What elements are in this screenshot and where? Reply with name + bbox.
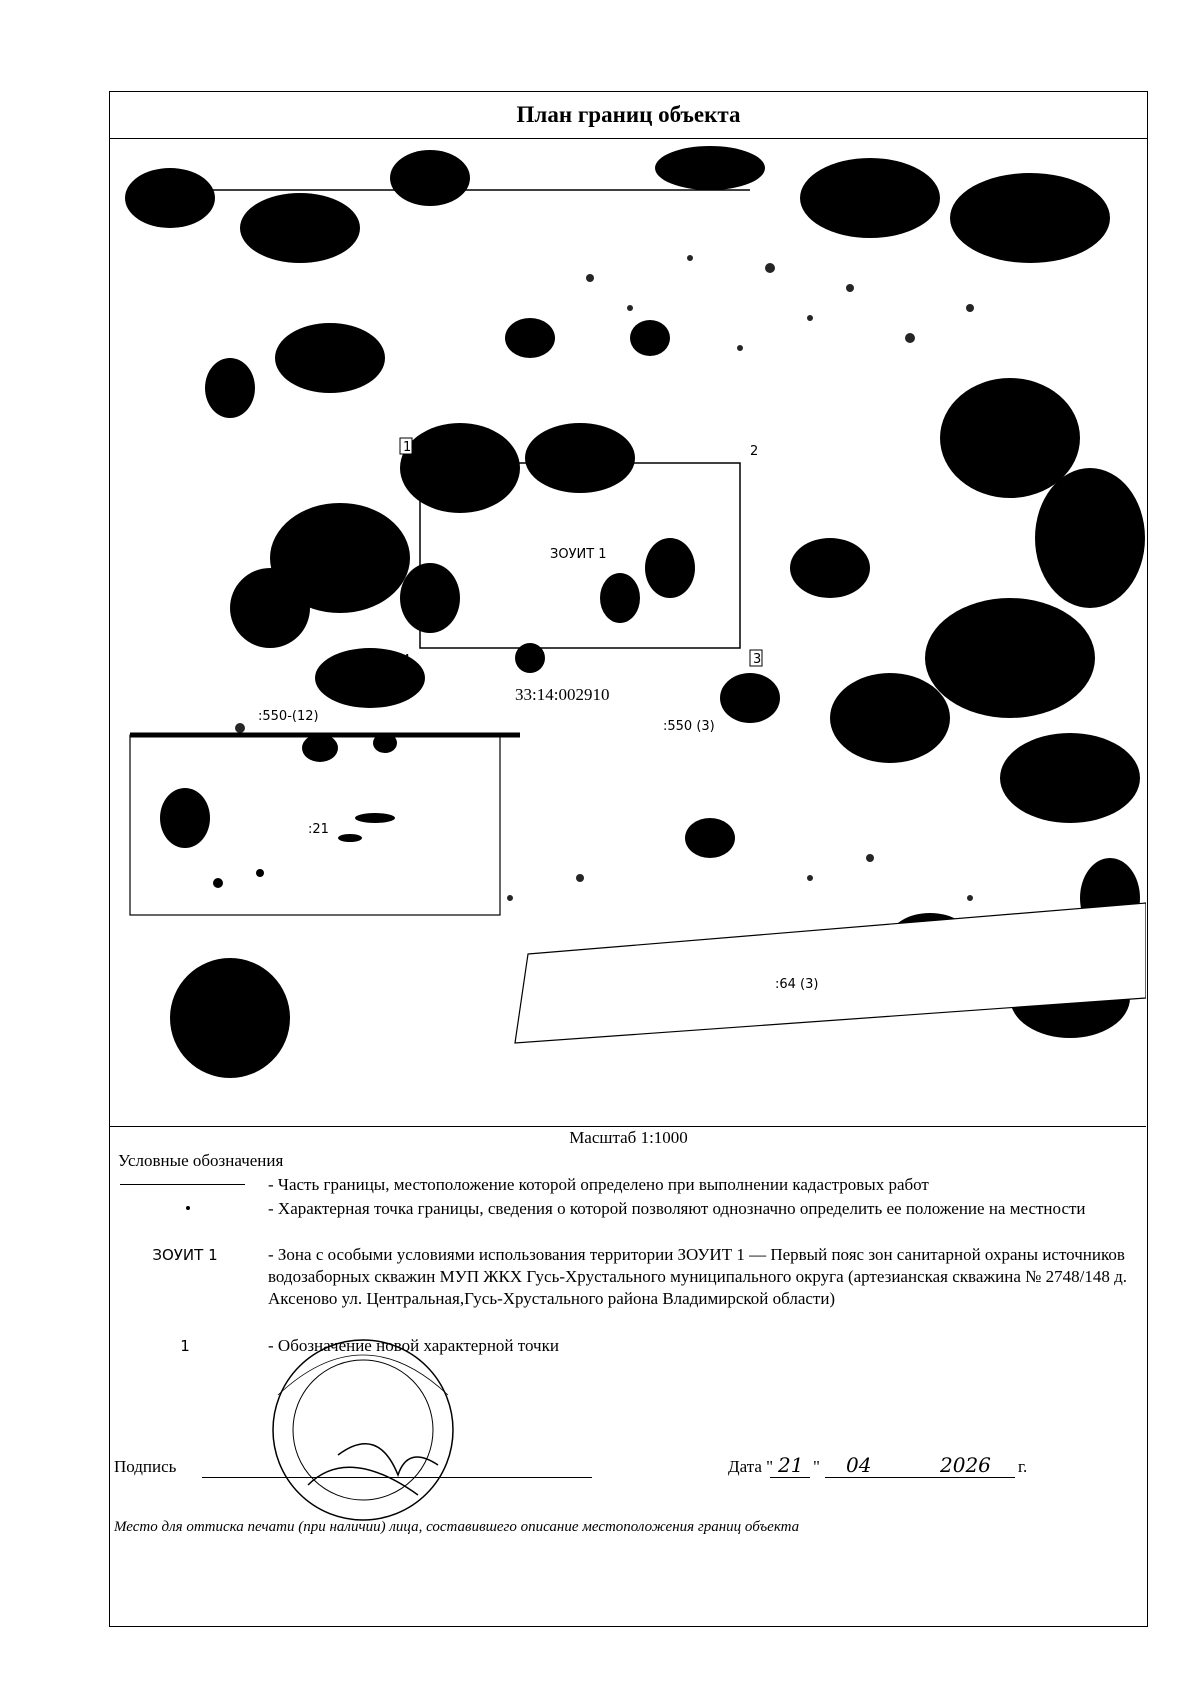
parcel-64-label: :64 (3)	[775, 977, 819, 992]
legend-row-zone	[110, 1244, 1147, 1332]
quarter-number: 33:14:002910	[515, 685, 610, 704]
parcel-550-12-label: :550-(12)	[258, 709, 319, 724]
signature-line	[202, 1477, 592, 1478]
title-row	[110, 92, 1147, 139]
legend-row-point	[110, 1198, 1147, 1242]
legend-text-boundary-line: - Часть границы, местоположение которой определено при выполнении кадастровых работ	[268, 1175, 929, 1194]
boundary-line-symbol	[120, 1184, 245, 1185]
page-title: План границ объекта	[516, 102, 741, 127]
seal-stamp	[248, 1335, 478, 1525]
map-scale: Масштаб 1:1000	[569, 1128, 688, 1147]
building-shape	[160, 788, 210, 848]
legend-text-new-point: - Обозначение новой характерной точки	[268, 1336, 559, 1355]
point-2-label: 2	[750, 444, 759, 459]
year-underline	[935, 1477, 1015, 1478]
day-underline	[770, 1477, 810, 1478]
point-3-label: 3	[753, 652, 762, 667]
point-1-label: 1	[403, 440, 412, 455]
legend-text-zone: - Зона с особыми условиями использования территории ЗОУИТ 1 — Первый пояс зон санитарной охраны источников водозаборных скважин МУП ЖКХ Гусь-Хрустального муниципального округа (артезианская скважина № 2748/148 д. Аксеново ул. Центральная,Гусь-Хрустального района Владимирской области)	[268, 1245, 1127, 1308]
date-label: Дата "	[728, 1457, 774, 1476]
date-year: 2026	[940, 1453, 991, 1477]
point-dot-symbol	[186, 1206, 190, 1210]
footer-note: Место для оттиска печати (при наличии) лица, составившего описание местоположения границ объекта	[114, 1519, 800, 1535]
point-4-label: 4	[402, 653, 411, 668]
zone-label: ЗОУИТ 1	[550, 547, 607, 562]
parcel-550-3-label: :550 (3)	[663, 719, 715, 734]
date-month: 04	[846, 1453, 872, 1477]
legend-title: Условные обозначения	[118, 1151, 284, 1170]
signature-label: Подпись	[114, 1457, 177, 1476]
month-underline	[825, 1477, 935, 1478]
date-year-suffix: г.	[1018, 1457, 1028, 1476]
parcel-21-label: :21	[308, 822, 329, 837]
legend-row-boundary-line	[110, 1174, 1147, 1196]
new-point-symbol: 1	[180, 1337, 190, 1355]
signature-scrawl	[308, 1467, 418, 1495]
document-frame	[109, 91, 1148, 1627]
zone-symbol: ЗОУИТ 1	[152, 1246, 218, 1264]
map-svg	[110, 138, 1146, 1126]
legend-text-point: - Характерная точка границы, сведения о которой позволяют однозначно определить ее положение на местности	[268, 1199, 1086, 1218]
boundary-map	[110, 138, 1146, 1127]
date-quote-close: "	[813, 1457, 820, 1476]
date-day: 21	[778, 1453, 804, 1477]
